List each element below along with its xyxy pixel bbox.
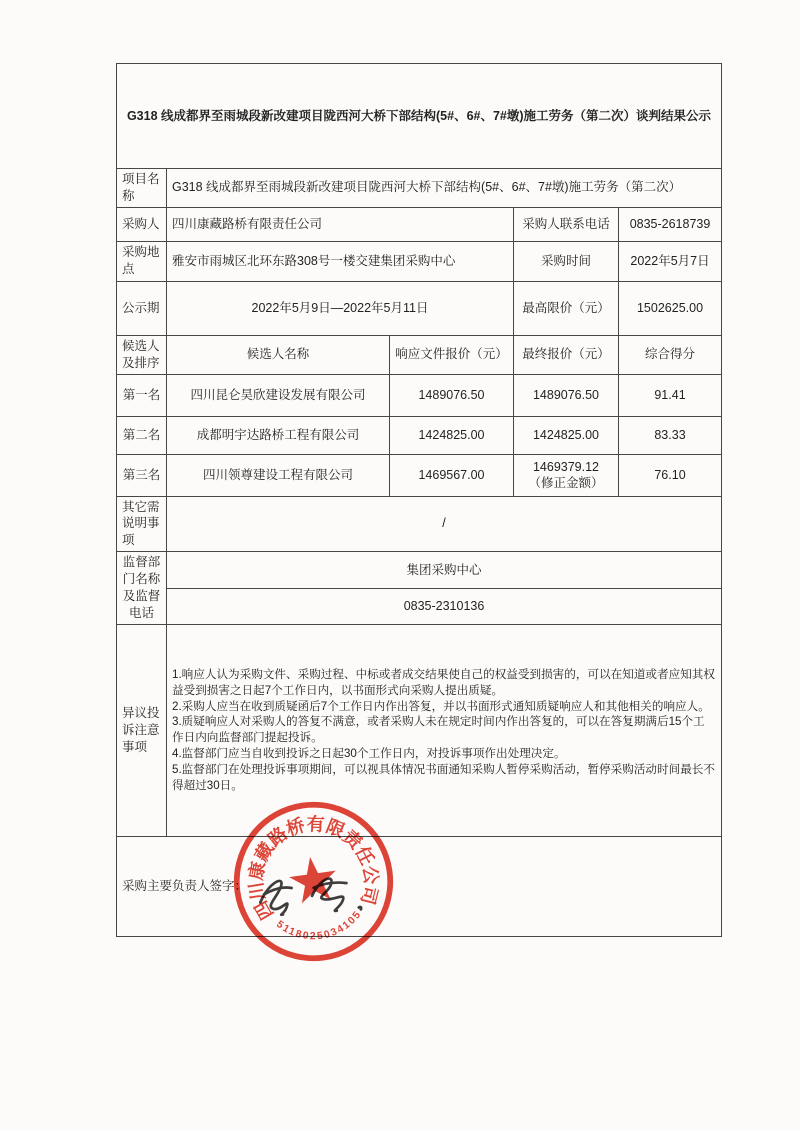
purchaser-value: 四川康藏路桥有限责任公司 — [167, 207, 514, 241]
objection-notes — [167, 624, 722, 836]
purchaser-label: 采购人 — [117, 207, 167, 241]
row-supervision-phone — [117, 588, 722, 624]
row-signature — [117, 836, 722, 936]
final-price-amount: 1469379.12 — [532, 459, 600, 474]
signature-label: 采购主要负责人签字： — [122, 878, 248, 893]
purchase-time-value: 2022年5月7日 — [619, 241, 722, 281]
name-header: 候选人名称 — [167, 335, 390, 374]
candidate-rank: 第三名 — [117, 454, 167, 496]
candidate-final-price — [514, 454, 619, 496]
purchase-time-label: 采购时间 — [514, 241, 619, 281]
candidate-row — [117, 454, 722, 496]
row-publicity — [117, 281, 722, 335]
objection-item: 3.质疑响应人对采购人的答复不满意，或者采购人未在规定时间内作出答复的，可以在答复期满后15个工作日内向监督部门提起投诉。 — [172, 715, 705, 745]
objection-item: 4.监督部门应当自收到投诉之日起30个工作日内，对投诉事项作出处理决定。 — [172, 746, 566, 760]
candidate-score: 91.41 — [619, 374, 722, 416]
candidate-row — [117, 374, 722, 416]
rank-header: 候选人及排序 — [117, 335, 167, 374]
title-row — [117, 64, 722, 169]
candidate-rank: 第二名 — [117, 416, 167, 454]
page-title: G318 线成都界至雨城段新改建项目陇西河大桥下部结构(5#、6#、7#墩)施工劳务（第二次）谈判结果公示 — [117, 64, 722, 169]
candidate-row — [117, 416, 722, 454]
candidate-doc-price: 1489076.50 — [390, 374, 514, 416]
candidate-doc-price: 1469567.00 — [390, 454, 514, 496]
doc-price-header: 响应文件报价（元） — [390, 335, 514, 374]
candidate-name: 成都明宇达路桥工程有限公司 — [167, 416, 390, 454]
candidate-score: 76.10 — [619, 454, 722, 496]
candidate-rank: 第一名 — [117, 374, 167, 416]
max-price-value: 1502625.00 — [619, 281, 722, 335]
row-purchaser — [117, 207, 722, 241]
objection-item: 5.监督部门在处理投诉事项期间，可以视具体情况书面通知采购人暂停采购活动，暂停采购活动时间最长不得超过30日。 — [172, 762, 715, 792]
supervision-phone: 0835-2310136 — [167, 588, 722, 624]
score-header: 综合得分 — [619, 335, 722, 374]
final-price-header: 最终报价（元） — [514, 335, 619, 374]
objection-item: 1.响应人认为采购文件、采购过程、中标或者成交结果使自己的权益受到损害的，可以在知道或者应知其权益受到损害之日起7个工作日内，以书面形式向采购人提出质疑。 — [172, 667, 715, 697]
purchaser-phone-value: 0835-2618739 — [619, 207, 722, 241]
supervision-dept: 集团采购中心 — [167, 552, 722, 589]
project-name-label: 项目名称 — [117, 169, 167, 208]
seal-number-text: 5118025034105 — [274, 908, 365, 943]
publicity-label: 公示期 — [117, 281, 167, 335]
final-price-note: （修正金额） — [528, 476, 604, 490]
signature-line — [117, 836, 722, 936]
objection-item: 2.采购人应当在收到质疑函后7个工作日内作出答复，并以书面形式通知质疑响应人和其他相关的响应人。 — [172, 699, 710, 713]
publicity-value: 2022年5月9日—2022年5月11日 — [167, 281, 514, 335]
purchaser-phone-label: 采购人联系电话 — [514, 207, 619, 241]
row-project — [117, 169, 722, 208]
row-objection — [117, 624, 722, 836]
other-notes-value: / — [167, 496, 722, 552]
candidate-final-price: 1424825.00 — [514, 416, 619, 454]
candidate-doc-price: 1424825.00 — [390, 416, 514, 454]
location-value: 雅安市雨城区北环东路308号一楼交建集团采购中心 — [167, 241, 514, 281]
candidate-name: 四川领尊建设工程有限公司 — [167, 454, 390, 496]
location-label: 采购地点 — [117, 241, 167, 281]
project-name-value: G318 线成都界至雨城段新改建项目陇西河大桥下部结构(5#、6#、7#墩)施工劳务（第二次） — [167, 169, 722, 208]
row-supervision-dept — [117, 552, 722, 589]
announcement-table — [116, 63, 722, 937]
other-notes-label: 其它需说明事项 — [117, 496, 167, 552]
candidate-final-price: 1489076.50 — [514, 374, 619, 416]
row-other-notes — [117, 496, 722, 552]
max-price-label: 最高限价（元） — [514, 281, 619, 335]
row-location — [117, 241, 722, 281]
objection-label: 异议投诉注意事项 — [117, 624, 167, 836]
candidate-score: 83.33 — [619, 416, 722, 454]
supervision-label: 监督部门名称及监督电话 — [117, 552, 167, 625]
candidates-header-row — [117, 335, 722, 374]
candidate-name: 四川昆仑昊欣建设发展有限公司 — [167, 374, 390, 416]
seal-company-text: 四川康藏路桥有限责任公司 — [245, 814, 382, 923]
